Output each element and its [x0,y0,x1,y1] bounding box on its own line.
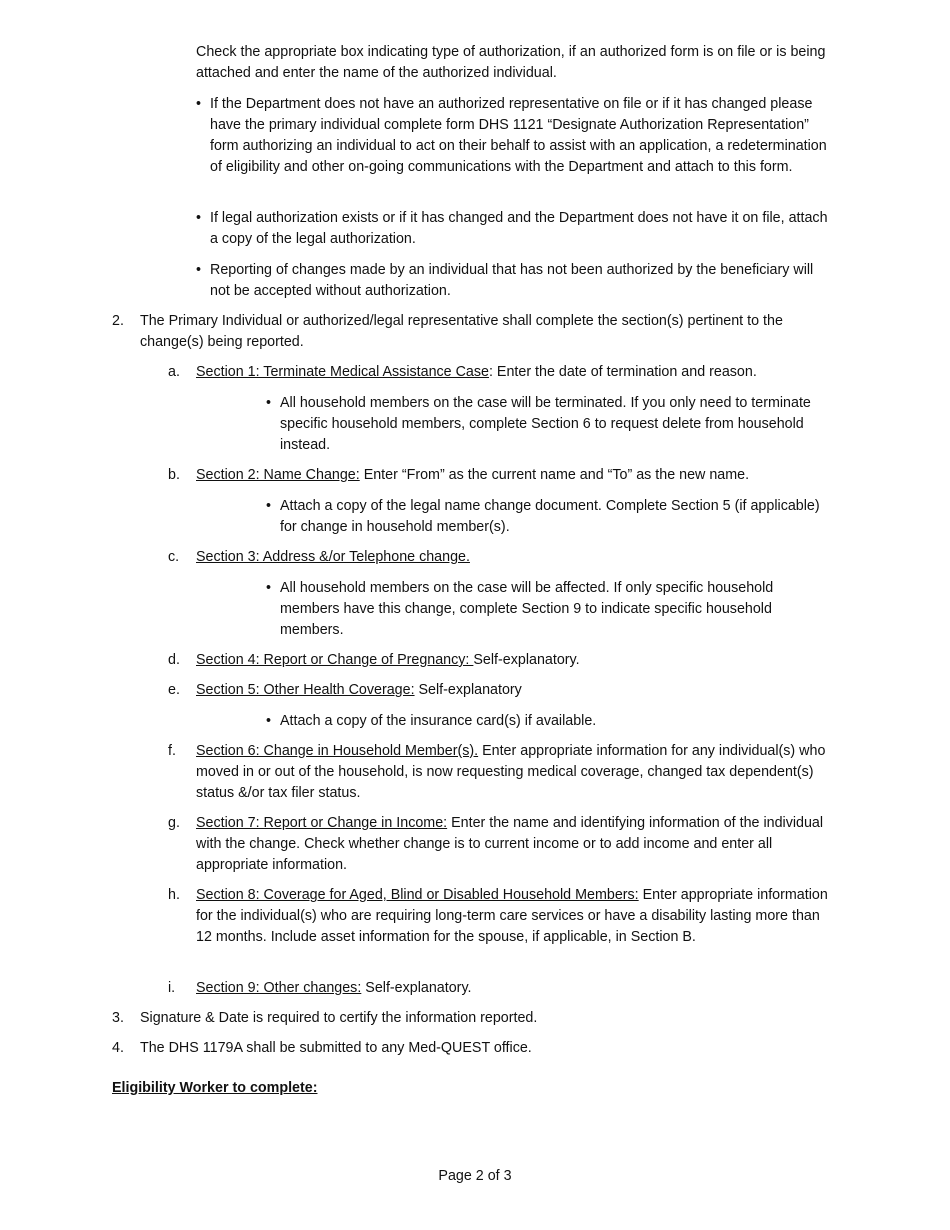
section-title: Section 2: Name Change: [196,467,360,483]
section-item: d. Section 4: Report or Change of Pregnancy: Self-explanatory. [168,652,580,668]
bullet-icon: • [266,713,272,729]
section-item: b. Section 2: Name Change: Enter “From” as the current name and “To” as the new name. [168,467,750,483]
section-item: f. Section 6: Change in Household Member(s). Enter appropriate information for any individual(s) who moved in or out of the household, is now requesting medical coverage, changed tax dependent(s) status &/or tax filer status. [168,743,826,801]
section-title: Section 3: Address &/or Telephone change. [196,549,470,565]
list-item-3: 3. Signature & Date is required to certify the information reported. [112,1010,538,1026]
section-bullet: • All household members on the case will be affected. If only specific household members have this change, complete Section 9 to indicate specific household members. [266,578,826,641]
section-bullet: • Attach a copy of the legal name change document. Complete Section 5 (if applicable) for change in household member(s). [266,496,826,538]
section-bullet: • All household members on the case will be terminated. If you only need to terminate specific household members, complete Section 6 to request delete from household instead. [266,393,826,456]
section-item: c. Section 3: Address &/or Telephone change. [168,549,470,565]
section-title: Section 4: Report or Change of Pregnancy: [196,652,474,668]
section-title: Section 6: Change in Household Member(s). [196,743,479,759]
bullet-icon: • [266,395,272,411]
section-title: Section 7: Report or Change in Income: [196,815,448,831]
bullet-icon: • [196,262,202,278]
intro-bullet: • If legal authorization exists or if it has changed and the Department does not have it on file, attach a copy of the legal authorization. [196,208,836,250]
bullet-icon: • [266,498,272,514]
eligibility-heading: Eligibility Worker to complete: [112,1080,318,1096]
list-item-4: 4. The DHS 1179A shall be submitted to any Med-QUEST office. [112,1040,532,1056]
intro-bullet: • If the Department does not have an authorized representative on file or if it has changed please have the primary individual complete form DHS 1121 “Designate Authorization Representation” form authorizing an individual to act on their behalf to assist with an application, a redetermination of eligibility and other on-going communications with the Department and attach to this form. [196,94,836,178]
section-item: g. Section 7: Report or Change in Income: Enter the name and identifying information of the individual with the change. Check whether change is to current income or to add income and enter all appropriate information. [168,815,824,873]
bullet-icon: • [196,210,202,226]
intro-paragraph: Check the appropriate box indicating type of authorization, if an authorized form is on file or is being attached and enter the name of the authorized individual. [196,44,826,81]
page-number: Page 2 of 3 [438,1168,512,1184]
section-item: h. Section 8: Coverage for Aged, Blind or Disabled Household Members: Enter appropriate information for the individual(s) who are requiring long-term care services or have a disability lasting more than 12 months. Include asset information for the spouse, if applicable, in Section B. [168,887,828,945]
bullet-icon: • [266,580,272,596]
section-title: Section 8: Coverage for Aged, Blind or Disabled Household Members: [196,887,639,903]
list-item-2: 2. The Primary Individual or authorized/legal representative shall complete the section(s) pertinent to the change(s) being reported. [112,313,783,350]
section-title: Section 5: Other Health Coverage: [196,682,415,698]
section-title: Section 9: Other changes: [196,980,362,996]
section-title: Section 1: Terminate Medical Assistance Case [196,364,489,380]
section-item: i. Section 9: Other changes: Self-explanatory. [168,980,472,996]
section-item: e. Section 5: Other Health Coverage: Self-explanatory [168,682,522,698]
section-bullet: • Attach a copy of the insurance card(s) if available. [266,711,826,732]
bullet-icon: • [196,96,202,112]
intro-bullet: • Reporting of changes made by an individual that has not been authorized by the beneficiary will not be accepted without authorization. [196,260,836,302]
section-item: a. Section 1: Terminate Medical Assistance Case: Enter the date of termination and reason. [168,364,757,380]
